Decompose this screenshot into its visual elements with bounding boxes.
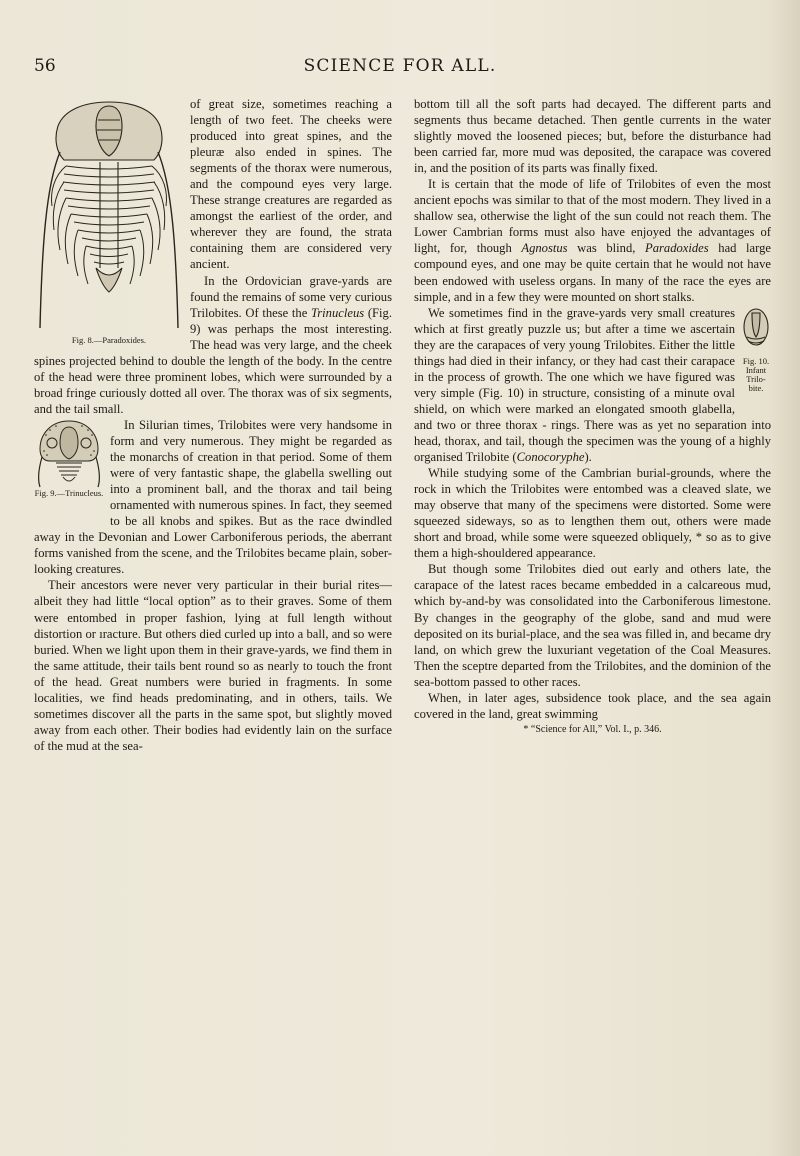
figure-8-caption: Fig. 8.—Paradoxides. bbox=[71, 335, 147, 345]
right-paragraph-2 bbox=[414, 176, 771, 304]
figure-8 bbox=[34, 96, 184, 346]
left-paragraph-4: Their ancestors were never very particular in their burial rites—albeit they had little “local option” as to their graves. Some of them were entombed in proper fashion, lying at full length without distortion or ıracture. But others died curled up into a ball, and so were buried. When we light upon them in their grave-yards, we find them in the same attitude, their tails bent round so as nearly to touch the front of the head. Great numbers were buried in fragments. In some localities, we find heads predominating, and in others, tails. We sometimes discover all the parts in the same spot, but slightly moved away from each other. Their bodies had evidently lain on the surface of the mud at the sea- bbox=[34, 578, 392, 753]
figure-10-caption: Fig. 10. Infant Trilo-bite. bbox=[742, 355, 770, 393]
trinucleus-illustration bbox=[34, 417, 104, 489]
running-title: SCIENCE FOR ALL. bbox=[303, 56, 497, 76]
infant-trilobite-illustration bbox=[741, 305, 771, 357]
text-span: We sometimes find in the grave-yards very small creatures which at first greatly puzzle us; but after a time we ascertain they are the carapaces of very young Trilobites. Either the little things had died in their infancy, or they had cast their carapace in the process of growth. The one which we have figured was very simple (Fig. 10) in structure, consisting of a minute oval shield, on which were marked an elongated smooth glabella, and two or three thorax - rings. There was as yet no separation into head, thorax, and tail, though the specimen was the young of a highly organised Trilobite ( bbox=[414, 305, 771, 465]
left-paragraph-3: In Silurian times, Trilobites were very handsome in form and very numerous. They might be regarded as the monarchs of creation in that period. Some of them were of very fantastic shape, the glabella swelling out into a prominent ball, and the thorax and tail being ornamented with numerous spines. In fact, they seemed to be all knobs and spikes. But as the race dwindled away in the Devonian and Lower Carboniferous periods, the aberrant forms vanished from the scene, and the Trilobites became plain, sober-looking creatures. bbox=[34, 417, 392, 577]
right-paragraph-3 bbox=[414, 305, 771, 465]
page-number: 56 bbox=[34, 56, 56, 76]
footnote: * “Science for All,” Vol. I., p. 346. bbox=[523, 723, 662, 735]
right-column bbox=[414, 96, 771, 738]
right-paragraph-5: But though some Trilobites died out early and others late, the carapace of the latest races became embedded in a calcareous mud, which by-and-by was consolidated into the Carboniferous limestone. By changes in the geography of the globe, sand and mud were deposited on its burial-place, and the sea was filled in, and became dry land, on which grew the luxuriant vegetation of the Coal Measures. Then the sceptre departed from the Trilobites, and the dominion of the sea-bottom passed to other races. bbox=[414, 562, 771, 689]
genus-name: Agnostus bbox=[521, 241, 568, 256]
text-span: was blind, bbox=[567, 241, 645, 256]
text-span: ). bbox=[584, 450, 592, 465]
left-column bbox=[34, 96, 392, 754]
figure-10 bbox=[741, 305, 771, 405]
figure-9 bbox=[34, 417, 104, 512]
text-span: In the Ordovician grave-yards are found the remains of some very curious Trilobites. Of these the bbox=[190, 273, 392, 320]
genus-name: Conocoryphe bbox=[516, 450, 585, 465]
figure-9-caption: Fig. 9.—Trinucleus. bbox=[34, 487, 104, 498]
left-paragraph-1: of great size, sometimes reaching a length of two feet. The cheeks were produced into great spines, and the pleuræ also ended in spines. The segments of the thorax were numerous, and the compound eyes very large. These strange creatures are regarded as amongst the earliest of the order, and wherever they are found, the strata containing them are considered very ancient. bbox=[190, 97, 392, 272]
text-span: had large compound eyes, and one may be quite certain that he would not have been endowed with useless organs. In many of the race the eyes are simple, and in a few they were mounted on short stalks. bbox=[414, 241, 772, 304]
paradoxides-illustration bbox=[34, 96, 184, 336]
right-paragraph-4: While studying some of the Cambrian burial-grounds, where the rock in which the Trilobites were entombed was a cleaved slate, we may observe that many of the specimens were distorted. Some were squeezed sideways, so as to lengthen them out, others were made short and broad, while some were squeezed obliquely, * so as to give them a high-shouldered appearance. bbox=[414, 466, 771, 561]
page-header bbox=[0, 56, 800, 86]
genus-name: Trinucleus bbox=[310, 305, 365, 320]
genus-name: Paradoxides bbox=[645, 241, 709, 256]
text-span: It is certain that the mode of life of Trilobites of even the most ancient epochs was similar to that of the most modern. They lived in a shallow sea, otherwise the light of the sun could not reach them. The Lower Cambrian forms must also have enjoyed the advantages of light, for, though bbox=[414, 177, 771, 256]
text-span: (Fig. 9) was perhaps the most interesting. The head was very large, and the cheek spines projected behind to double the length of the body. In the centre of the head were three prominent lobes, which were surrounded by a broad fringe curiously dotted all over. The thorax was of six segments, and the tail small. bbox=[34, 305, 392, 416]
right-paragraph-1: bottom till all the soft parts had decayed. The different parts and segments thus became detached. Then gentle currents in the water slightly moved the loosened pieces; but, before the disturbance had been carried far, more mud was deposited, the carapace was covered in, and the position of its parts was finally fixed. bbox=[414, 97, 771, 176]
right-paragraph-6: When, in later ages, subsidence took place, and the sea again covered in the land, great swimming bbox=[414, 690, 771, 721]
